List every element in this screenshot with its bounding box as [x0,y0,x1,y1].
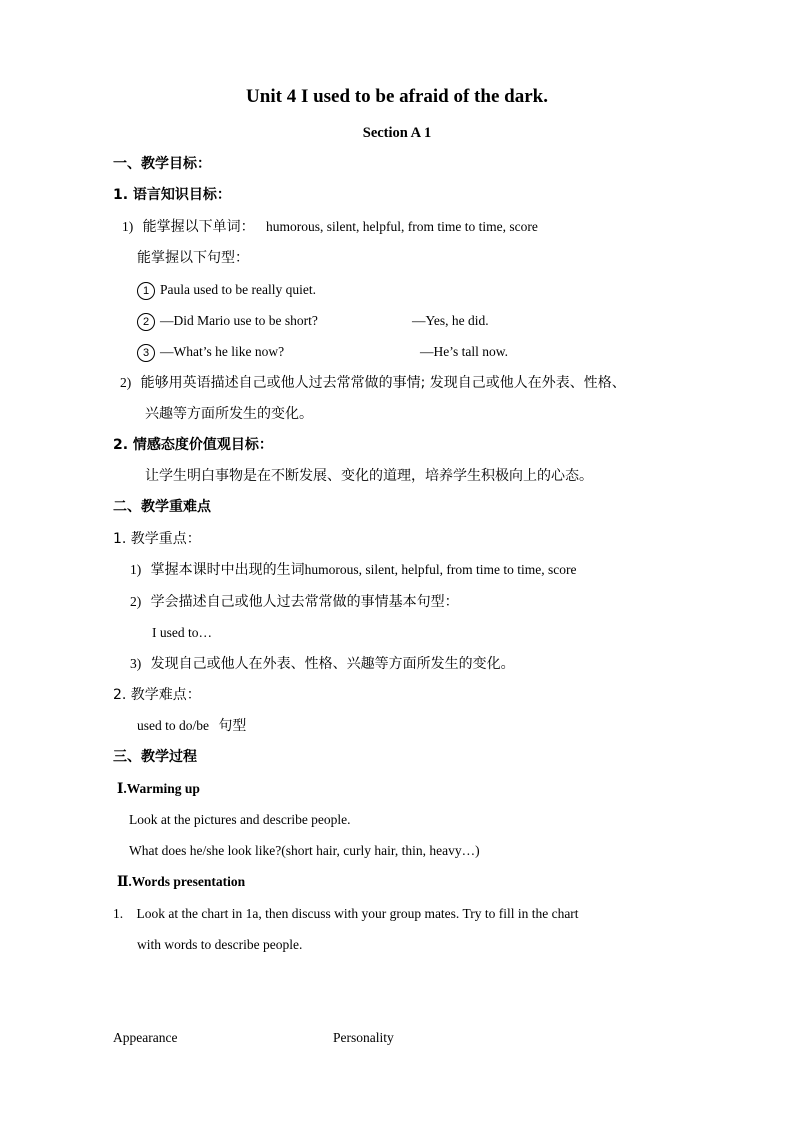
pattern-2-question-text: —Did Mario use to be short? [160,313,318,328]
patterns-label: 能掌握以下句型： [137,250,249,266]
goal-item-2-number: 2) [120,375,132,390]
key-point-2-pattern: I used to… [152,625,212,640]
pattern-3-question [137,343,284,362]
attitude-goals-heading: 2. 情感态度价值观目标： [113,437,273,453]
language-goals-heading: 1. 语言知识目标： [113,187,231,203]
pattern-2-question [137,312,318,331]
goal-item-2 [120,374,626,392]
presentation-item-1-line-1: Look at the chart in 1a, then discuss with your group mates. Try to fill in the chart [136,906,579,921]
key-point-1-number: 1) [130,562,142,577]
goal-item-2-line-2: 兴趣等方面所发生的变化。 [145,406,313,422]
pattern-1-text: Paula used to be really quiet. [160,282,316,297]
section-subtitle: Section A 1 [362,125,432,141]
warming-up-numeral: Ⅰ. [117,781,127,796]
difficult-point-label: 句型 [218,718,247,734]
difficult-point [137,717,246,735]
key-point-1-words: humorous, silent, helpful, from time to time, score [304,562,577,577]
vocabulary-list: humorous, silent, helpful, from time to time, score [266,219,538,234]
pattern-3-answer: —He’s tall now. [420,344,508,359]
presentation-item-1 [113,905,579,923]
goal-item-1-label: 能掌握以下单词： [142,219,255,235]
key-point-3-label: 发现自己或他人在外表、性格、兴趣等方面所发生的变化。 [150,656,515,672]
presentation-item-1-number: 1. [113,906,124,921]
goal-item-2-line-1: 能够用英语描述自己或他人过去常常做的事情; 发现自己或他人在外表、性格、 [140,375,626,391]
words-presentation-title: Words presentation [131,874,246,889]
key-point-2-number: 2) [130,594,142,609]
section-1-heading: 一、教学目标： [113,156,211,172]
chart-column-personality: Personality [333,1030,394,1045]
warming-up-line-2: What does he/she look like?(short hair, curly hair, thin, heavy…) [129,843,480,858]
page-title: Unit 4 I used to be afraid of the dark. [246,86,548,107]
circled-number: 2 [137,313,155,331]
chart-column-appearance: Appearance [113,1030,178,1045]
key-point-1-label: 掌握本课时中出现的生词 [150,562,305,578]
attitude-goals-text: 让学生明白事物是在不断发展、变化的道理，培养学生积极向上的心态。 [145,468,593,484]
pattern-2-answer: —Yes, he did. [412,313,489,328]
goal-item-1 [122,218,538,236]
warming-up-line-1: Look at the pictures and describe people. [129,812,351,827]
goal-item-1-number: 1) [122,219,134,234]
key-point-2 [130,593,459,611]
pattern-1 [137,281,316,300]
circled-number: 3 [137,344,155,362]
key-point-2-label: 学会描述自己或他人过去常常做的事情基本句型： [150,594,459,610]
difficult-points-label: 2. 教学难点： [113,687,201,703]
section-2-heading: 二、教学重难点 [113,499,211,515]
section-3-heading: 三、教学过程 [113,749,197,765]
warming-up-title: Warming up [126,781,200,796]
words-presentation-numeral: Ⅱ. [117,874,132,889]
key-points-label: 1. 教学重点： [113,531,201,547]
circled-number: 1 [137,282,155,300]
words-presentation-heading [117,873,245,891]
difficult-point-pattern: used to do/be [137,718,209,733]
pattern-3-question-text: —What’s he like now? [160,344,285,359]
warming-up-heading [117,780,200,798]
key-point-3 [130,655,515,673]
key-point-1 [130,561,576,579]
key-point-3-number: 3) [130,656,142,671]
presentation-item-1-line-2: with words to describe people. [137,937,303,952]
